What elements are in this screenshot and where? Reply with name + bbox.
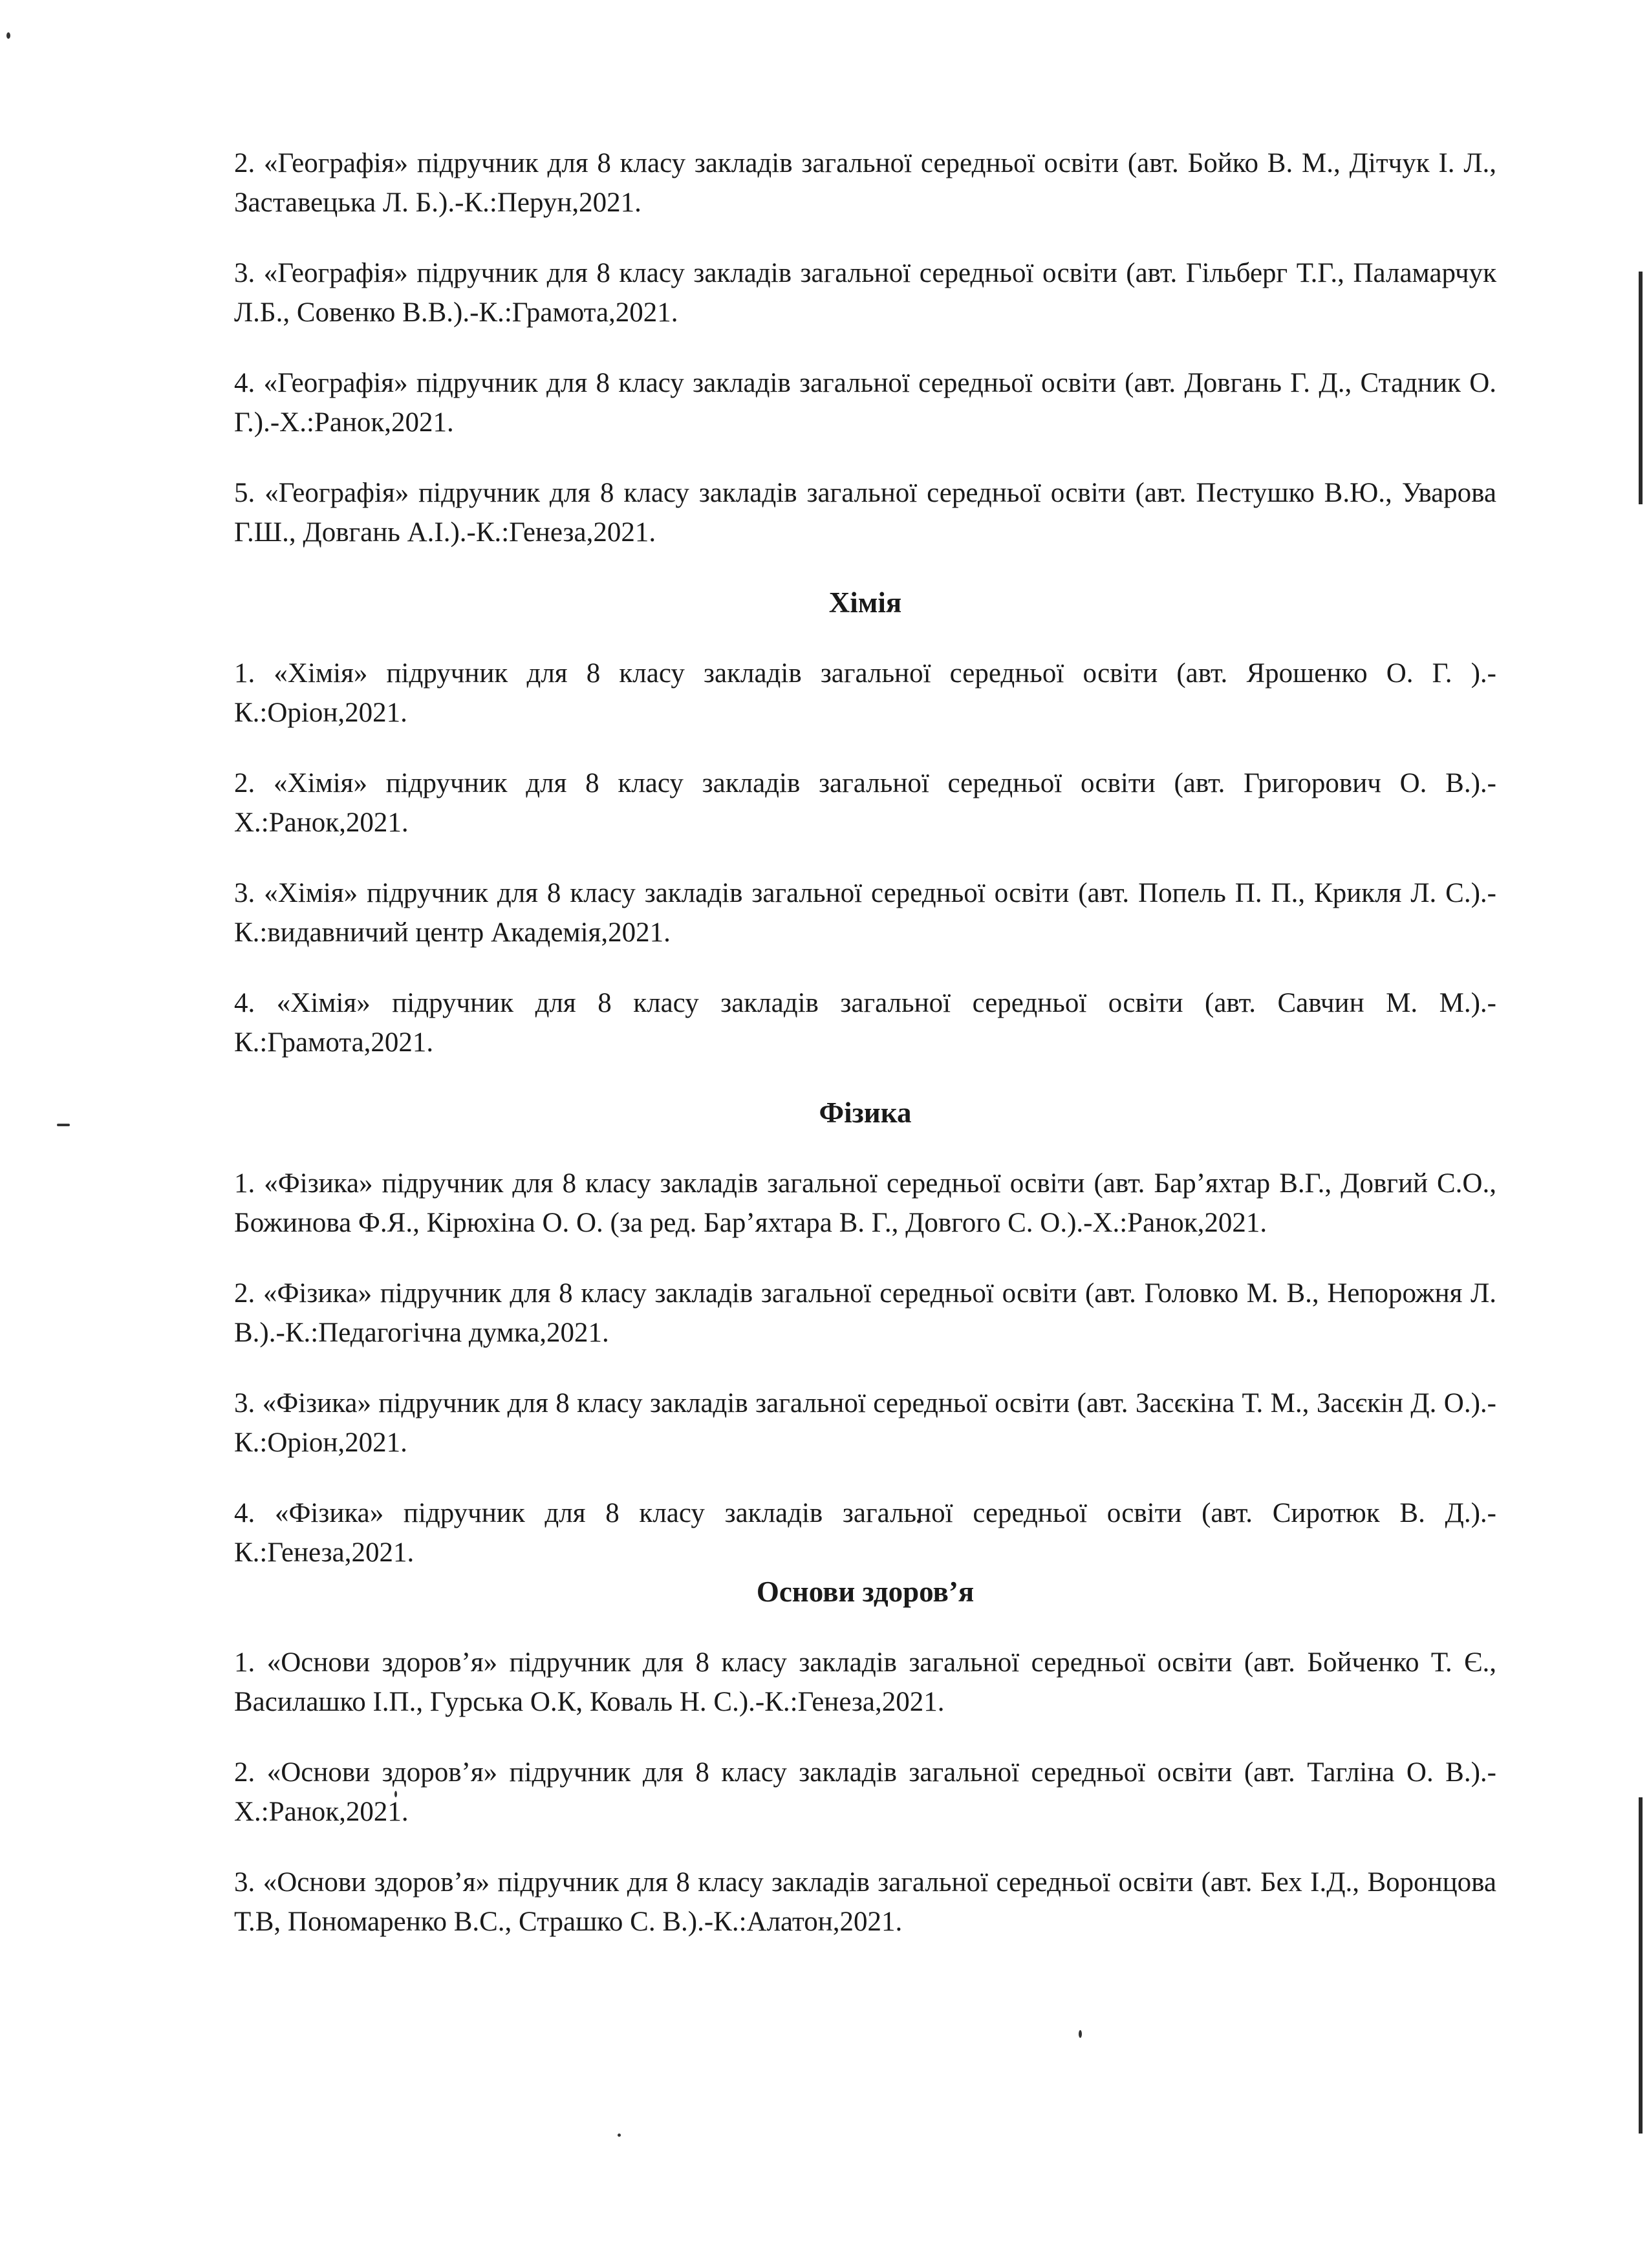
health-entry-3: 3. «Основи здоров’я» підручник для 8 класу закладів загальної середньої освіти (авт. Бех І.Д., Воронцова Т.В, Пономаренко В.С., Страшко С. В.).-К.:Алатон,2021. bbox=[234, 1867, 1496, 1937]
health-heading: Основи здоров’я bbox=[756, 1576, 975, 1608]
scan-edge-mark bbox=[1639, 272, 1643, 504]
chemistry-heading: Хімія bbox=[828, 586, 902, 619]
scan-speck bbox=[618, 2134, 621, 2137]
scan-edge-mark bbox=[1639, 1797, 1643, 2134]
physics-entry-4: 4. «Фізика» підручник для 8 класу закладів загальної середньої освіти (авт. Сиротюк В. Д.).-К.:Генеза,2021. bbox=[234, 1498, 1496, 1568]
scan-speck bbox=[57, 1124, 70, 1126]
physics-entry-1: 1. «Фізика» підручник для 8 класу закладів загальної середньої освіти (авт. Бар’яхтар В.Г., Довгий С.О., Божинова Ф.Я., Кірюхіна О. О. (за ред. Бар’яхтара В. Г., Довгого С. О.).-Х.:Ранок,2021. bbox=[234, 1168, 1496, 1238]
physics-heading: Фізика bbox=[819, 1097, 912, 1129]
chemistry-entry-3: 3. «Хімія» підручник для 8 класу закладів загальної середньої освіти (авт. Попель П. П., Крикля Л. С.).-К.:видавничий центр Академія,2021. bbox=[234, 878, 1496, 948]
geography-entry-2: 2. «Географія» підручник для 8 класу закладів загальної середньої освіти (авт. Бойко В. М., Дітчук І. Л., Заставецька Л. Б.).-К.:Перун,2021. bbox=[234, 148, 1496, 218]
chemistry-entry-2: 2. «Хімія» підручник для 8 класу закладів загальної середньої освіти (авт. Григорович О. В.).-Х.:Ранок,2021. bbox=[234, 768, 1496, 838]
geography-entry-4: 4. «Географія» підручник для 8 класу закладів загальної середньої освіти (авт. Довгань Г. Д., Стадник О. Г.).-Х.:Ранок,2021. bbox=[234, 368, 1496, 438]
geography-entry-5: 5. «Географія» підручник для 8 класу закладів загальної середньої освіти (авт. Пестушко В.Ю., Уварова Г.Ш., Довгань А.І.).-К.:Генеза,2021. bbox=[234, 478, 1496, 548]
health-entry-1: 1. «Основи здоров’я» підручник для 8 класу закладів загальної середньої освіти (авт. Бойченко Т. Є., Василашко І.П., Гурська О.К, Коваль Н. С.).-К.:Генеза,2021. bbox=[234, 1647, 1496, 1717]
scan-speck bbox=[1079, 2030, 1082, 2038]
geography-entry-3: 3. «Географія» підручник для 8 класу закладів загальної середньої освіти (авт. Гільберг Т.Г., Паламарчук Л.Б., Совенко В.В.).-К.:Грамота,2021. bbox=[234, 258, 1496, 328]
physics-entry-3: 3. «Фізика» підручник для 8 класу закладів загальної середньої освіти (авт. Засєкіна Т. М., Засєкін Д. О.).-К.:Оріон,2021. bbox=[234, 1388, 1496, 1458]
physics-entry-2: 2. «Фізика» підручник для 8 класу закладів загальної середньої освіти (авт. Головко М. В., Непорожня Л. В.).-К.:Педагогічна думка,2021. bbox=[234, 1278, 1496, 1348]
scan-speck bbox=[6, 32, 10, 39]
chemistry-entry-4: 4. «Хімія» підручник для 8 класу закладів загальної середньої освіти (авт. Савчин М. М.).-К.:Грамота,2021. bbox=[234, 988, 1496, 1058]
document-body bbox=[234, 144, 1496, 1973]
health-entry-2: 2. «Основи здоров’я» підручник для 8 класу закладів загальної середньої освіти (авт. Тагліна О. В.).-Х.:Ранок,2021. bbox=[234, 1757, 1496, 1827]
chemistry-entry-1: 1. «Хімія» підручник для 8 класу закладів загальної середньої освіти (авт. Ярошенко О. Г. ).-К.:Оріон,2021. bbox=[234, 658, 1496, 728]
